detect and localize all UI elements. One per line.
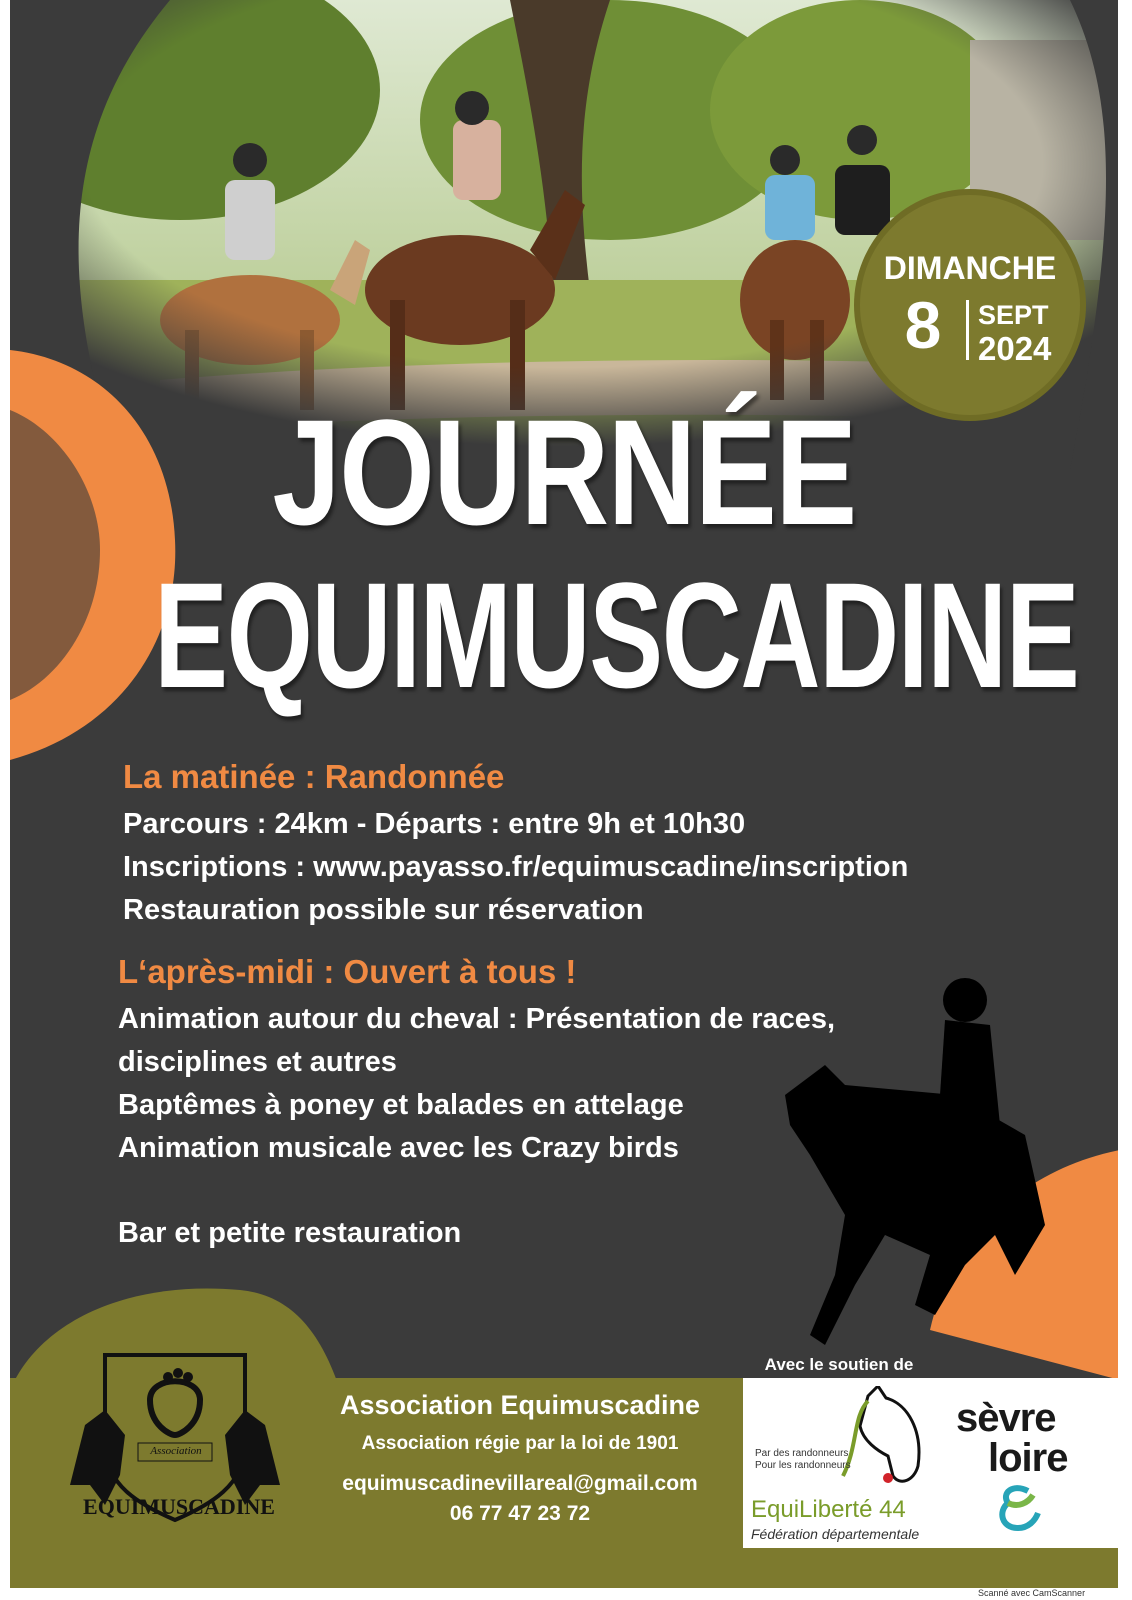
title-line2: EQUIMUSCADINE <box>154 551 1079 719</box>
sevre-loire-line2: loire <box>988 1436 1068 1480</box>
rider-silhouette-icon <box>765 975 1065 1375</box>
logo-name: EQUIMUSCADINE <box>83 1494 275 1519</box>
date-month: SEPT <box>978 300 1049 330</box>
association-name: Association Equimuscadine <box>339 1390 701 1420</box>
morning-line: Inscriptions : www.payasso.fr/equimuscadine/inscription <box>123 851 909 883</box>
afternoon-line: Baptêmes à poney et balades en attelage <box>118 1089 684 1121</box>
sevre-loire-line1: sèvre <box>956 1396 1056 1440</box>
morning-heading: La matinée : Randonnée <box>123 758 505 795</box>
sevre-loire-logo <box>948 1388 1108 1538</box>
date-weekday: DIMANCHE <box>883 250 1057 286</box>
support-label: Avec le soutien de <box>764 1355 914 1374</box>
poster <box>10 0 1118 1588</box>
sponsors-panel <box>743 1378 1118 1548</box>
equiliberte-tagline: Pour les randonneurs <box>755 1460 851 1471</box>
association-email[interactable]: equimuscadinevillareal@gmail.com <box>342 1472 698 1495</box>
equiliberte-name: EquiLiberté 44 <box>751 1496 906 1523</box>
equiliberte-subtitle: Fédération départementale <box>751 1526 920 1542</box>
logo-badge: Association <box>150 1445 202 1457</box>
equiliberte-horse-icon <box>838 1386 928 1491</box>
afternoon-extra: Bar et petite restauration <box>118 1217 462 1249</box>
date-divider <box>966 300 969 360</box>
afternoon-heading: L‘après-midi : Ouvert à tous ! <box>118 953 577 990</box>
title-line1: JOURNÉE <box>272 388 856 556</box>
sevre-loire-ampersand-icon <box>993 1483 1043 1533</box>
afternoon-line: Animation autour du cheval : Présentation de races, <box>118 1003 836 1035</box>
association-subtitle: Association régie par la loi de 1901 <box>361 1433 679 1454</box>
date-badge <box>860 195 1080 415</box>
afternoon-line: Animation musicale avec les Crazy birds <box>118 1132 679 1164</box>
morning-line: Restauration possible sur réservation <box>123 894 644 926</box>
afternoon-line: disciplines et autres <box>118 1046 397 1078</box>
date-day: 8 <box>904 288 942 362</box>
association-phone: 06 77 47 23 72 <box>449 1502 591 1525</box>
morning-line: Parcours : 24km - Départs : entre 9h et 10h30 <box>123 808 746 840</box>
equiliberte-tagline: Par des randonneurs <box>755 1448 849 1459</box>
date-year: 2024 <box>978 330 1052 367</box>
scan-note: Scanné avec CamScanner <box>978 1588 1086 1598</box>
